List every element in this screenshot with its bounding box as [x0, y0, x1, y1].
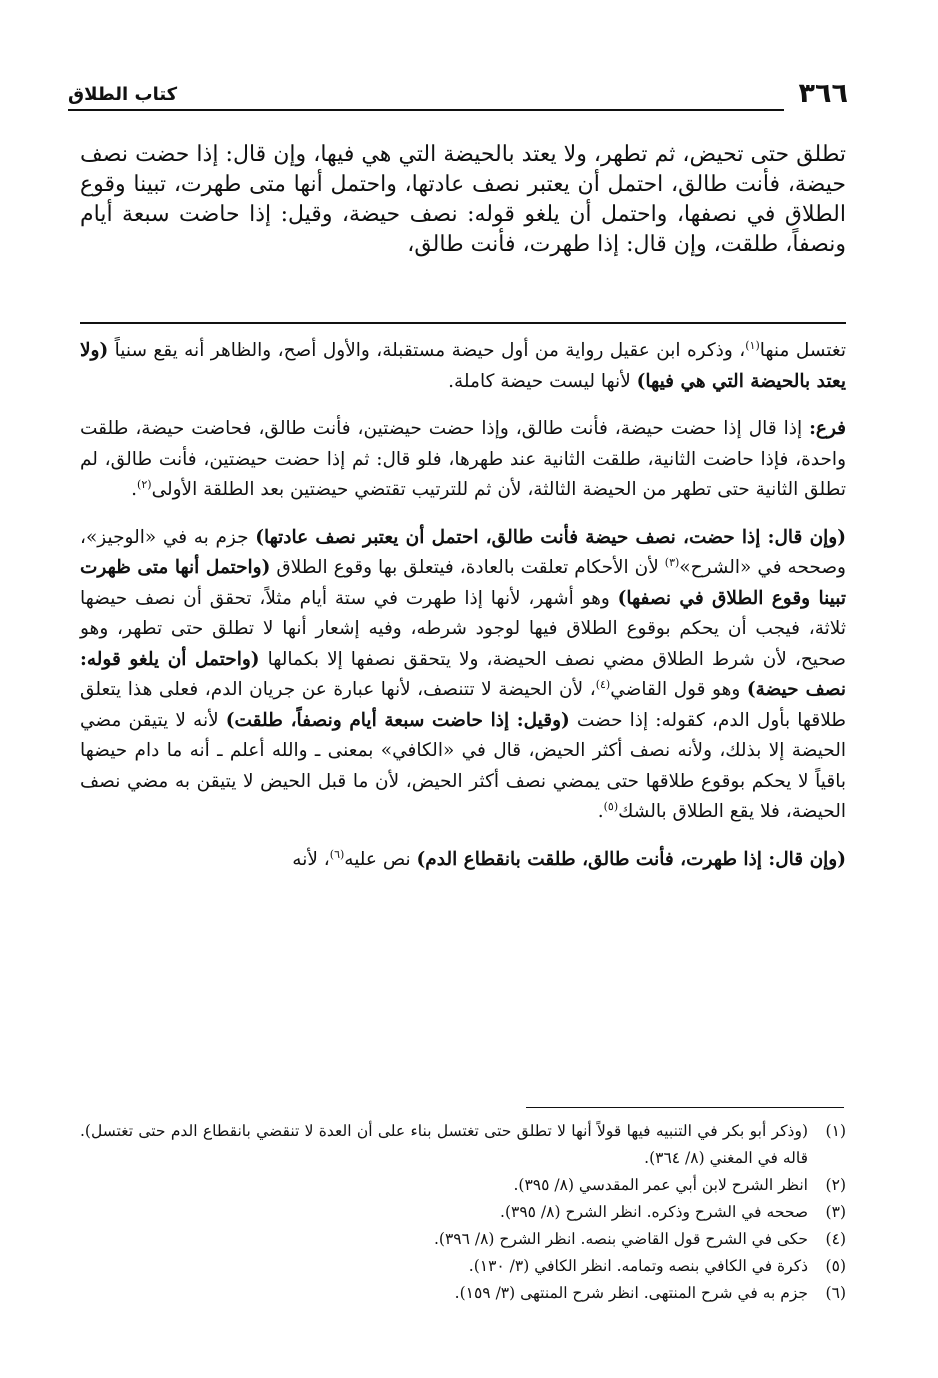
footnote-rule: [526, 1107, 844, 1108]
footnote: [80, 1280, 846, 1307]
footnote: [80, 1172, 846, 1199]
footnote: [80, 1226, 846, 1253]
text-span: وهو أشهر، لأنها إذا طهرت في ستة أيام مثلاً، تحقق أن نصف حيضها ثلاثة، فيجب أن يحكم بوقوع الطلاق فيها لوجود شرطه، وفيه إشعار أنها لا تطلق حتى تطهر، وهو صحيح، لأن شرط الطلاق مضي نصف الحيضة، ولا يتحقق نصفها إلا بكمالها: [80, 587, 847, 670]
footnote-number: (١): [825, 1122, 846, 1140]
book-title: كتاب الطلاق: [68, 84, 178, 105]
footnote-text: جزم به في شرح المنتهى. انظر شرح المنتهى (٣/ ١٥٩).: [454, 1284, 808, 1302]
text-span: إذا قال إذا حضت حيضة، فأنت طالق، وإذا حضت حيضتين، فأنت طالق، فحاضت حيضة، طلقت واحدة، فإذا حاضت الثانية، طلقت الثانية عند طهرها، فلو قال: ثم إذا حضت حيضتين، فأنت طالق، لم تطلق الثانية حتى تطهر من الحيضة الثالثة، لأن ثم للترتيب تقتضي حيضتين بعد الطلقة الأولى: [80, 418, 846, 500]
footnote-number: (٦): [825, 1284, 846, 1302]
text-span: جزم به في «الوجيز»، وصححه في «الشرح»: [80, 526, 846, 578]
quoted-matn: (وقيل: إذا حاضت سبعة أيام ونصفاً، طلقت): [225, 709, 570, 731]
footnote: [80, 1118, 846, 1172]
running-header: [68, 78, 848, 110]
footnote-ref: (٤): [595, 677, 611, 691]
quoted-matn: (وإن قال: إذا حضت، نصف حيضة فأنت طالق، احتمل أن يعتبر نصف عادتها): [255, 526, 846, 548]
header-rule: [68, 109, 784, 111]
quoted-matn: (واحتمل أن يلغو قوله: نصف حيضة): [80, 648, 846, 700]
footnote-ref: (٥): [603, 799, 619, 813]
quoted-matn: (ولا يعتد بالحيضة التي هي فيها): [80, 340, 846, 392]
text-span: لأن الأحكام تعلقت بالعادة، فيتعلق بها وقوع الطلاق: [270, 557, 665, 578]
footnote-ref: (٣): [664, 555, 680, 569]
footnote-text: انظر الشرح لابن أبي عمر المقدسي (٨/ ٣٩٥).: [513, 1176, 808, 1194]
text-span: .: [131, 479, 138, 500]
footnote-number: (٤): [825, 1230, 846, 1248]
commentary-paragraph: [80, 336, 846, 397]
text-span: .: [597, 801, 604, 822]
commentary-paragraph: [80, 523, 846, 828]
text-span: تغتسل منها: [759, 340, 847, 361]
page-number: ٣٦٦: [798, 78, 848, 109]
footnote-text: ذكرة في الكافي بنصه وتمامه. انظر الكافي (٣/ ١٣٠).: [468, 1257, 808, 1275]
footnote-number: (٥): [825, 1257, 846, 1275]
footnote-number: (٣): [825, 1203, 846, 1221]
footnote-ref: (١): [745, 338, 760, 352]
footnote-text: حكى في الشرح قول القاضي بنصه. انظر الشرح (٨/ ٣٩٦).: [433, 1230, 808, 1248]
footnote: [80, 1253, 846, 1280]
quoted-matn: (واحتمل أنها متى ظهرت تبينا وقوع الطلاق في نصفها): [80, 557, 846, 609]
main-text: تطلق حتى تحيض، ثم تطهر، ولا يعتد بالحيضة التي هي فيها، وإن قال: إذا حضت نصف حيضة، فأنت طالق، احتمل أن يعتبر نصف عادتها، واحتمل أنها متى طهرت، تبينا وقوع الطلاق في نصفها، واحتمل أن يلغو قوله: نصف حيضة، وقيل: إذا حاضت سبعة أيام ونصفاً، طلقت، وإن قال: إذا طهرت، فأنت طالق،: [80, 142, 846, 257]
quoted-matn: (وإن قال: إذا طهرت، فأنت طالق، طلقت بانقطاع الدم): [416, 848, 846, 870]
commentary-paragraph: [80, 845, 846, 876]
text-span: ، وذكره ابن عقيل رواية من أول حيضة مستقبلة، والأول أصح، والظاهر أنه يقع سنياً: [108, 340, 746, 361]
footnotes: [80, 1118, 846, 1307]
footnote: [80, 1199, 846, 1226]
footnote-text: (وذكر أبو بكر في التنبيه فيها قولاً أنها لا تطلق حتى تغتسل بناء على أن العدة لا تنقضي بانقطاع الدم حتى تغتسل). قاله في المغني (٨/ ٣٦٤).: [80, 1122, 808, 1167]
footnote-number: (٢): [825, 1176, 846, 1194]
text-span: لأنها ليست حيضة كاملة.: [448, 370, 637, 392]
branch-label: فرع:: [809, 418, 846, 439]
commentary: [80, 336, 846, 875]
commentary-paragraph: [80, 414, 846, 506]
footnote-ref: (٢): [137, 477, 152, 491]
text-span: وهو قول القاضي: [610, 679, 747, 700]
footnote-text: صححه في الشرح وذكره. انظر الشرح (٨/ ٣٩٥).: [500, 1203, 808, 1221]
main-text-separator: [80, 322, 846, 324]
text-span: ، لأن الحيضة لا تتنصف، لأنها عبارة عن جريان الدم، فعلى هذا يتعلق طلاقها بأول الدم، كقوله: إذا حضت: [80, 679, 846, 731]
footnote-ref: (٦): [329, 847, 345, 861]
text-span: لأنه لا يتيقن مضي الحيضة إلا بذلك، ولأنه نصف أكثر الحيض، قال في «الكافي» بمعنى ـ والله أعلم ـ أنه ما دام حيضها باقياً لا يحكم بوقوع طلاقها حتى يمضي نصف أكثر الحيض، لأن ما قبل الحيض لا يتيقن به مضي نصف الحيضة، فلا يقع الطلاق بالشك: [80, 709, 847, 822]
text-span: نص عليه: [344, 848, 417, 870]
text-span: ، لأنه: [292, 848, 330, 870]
